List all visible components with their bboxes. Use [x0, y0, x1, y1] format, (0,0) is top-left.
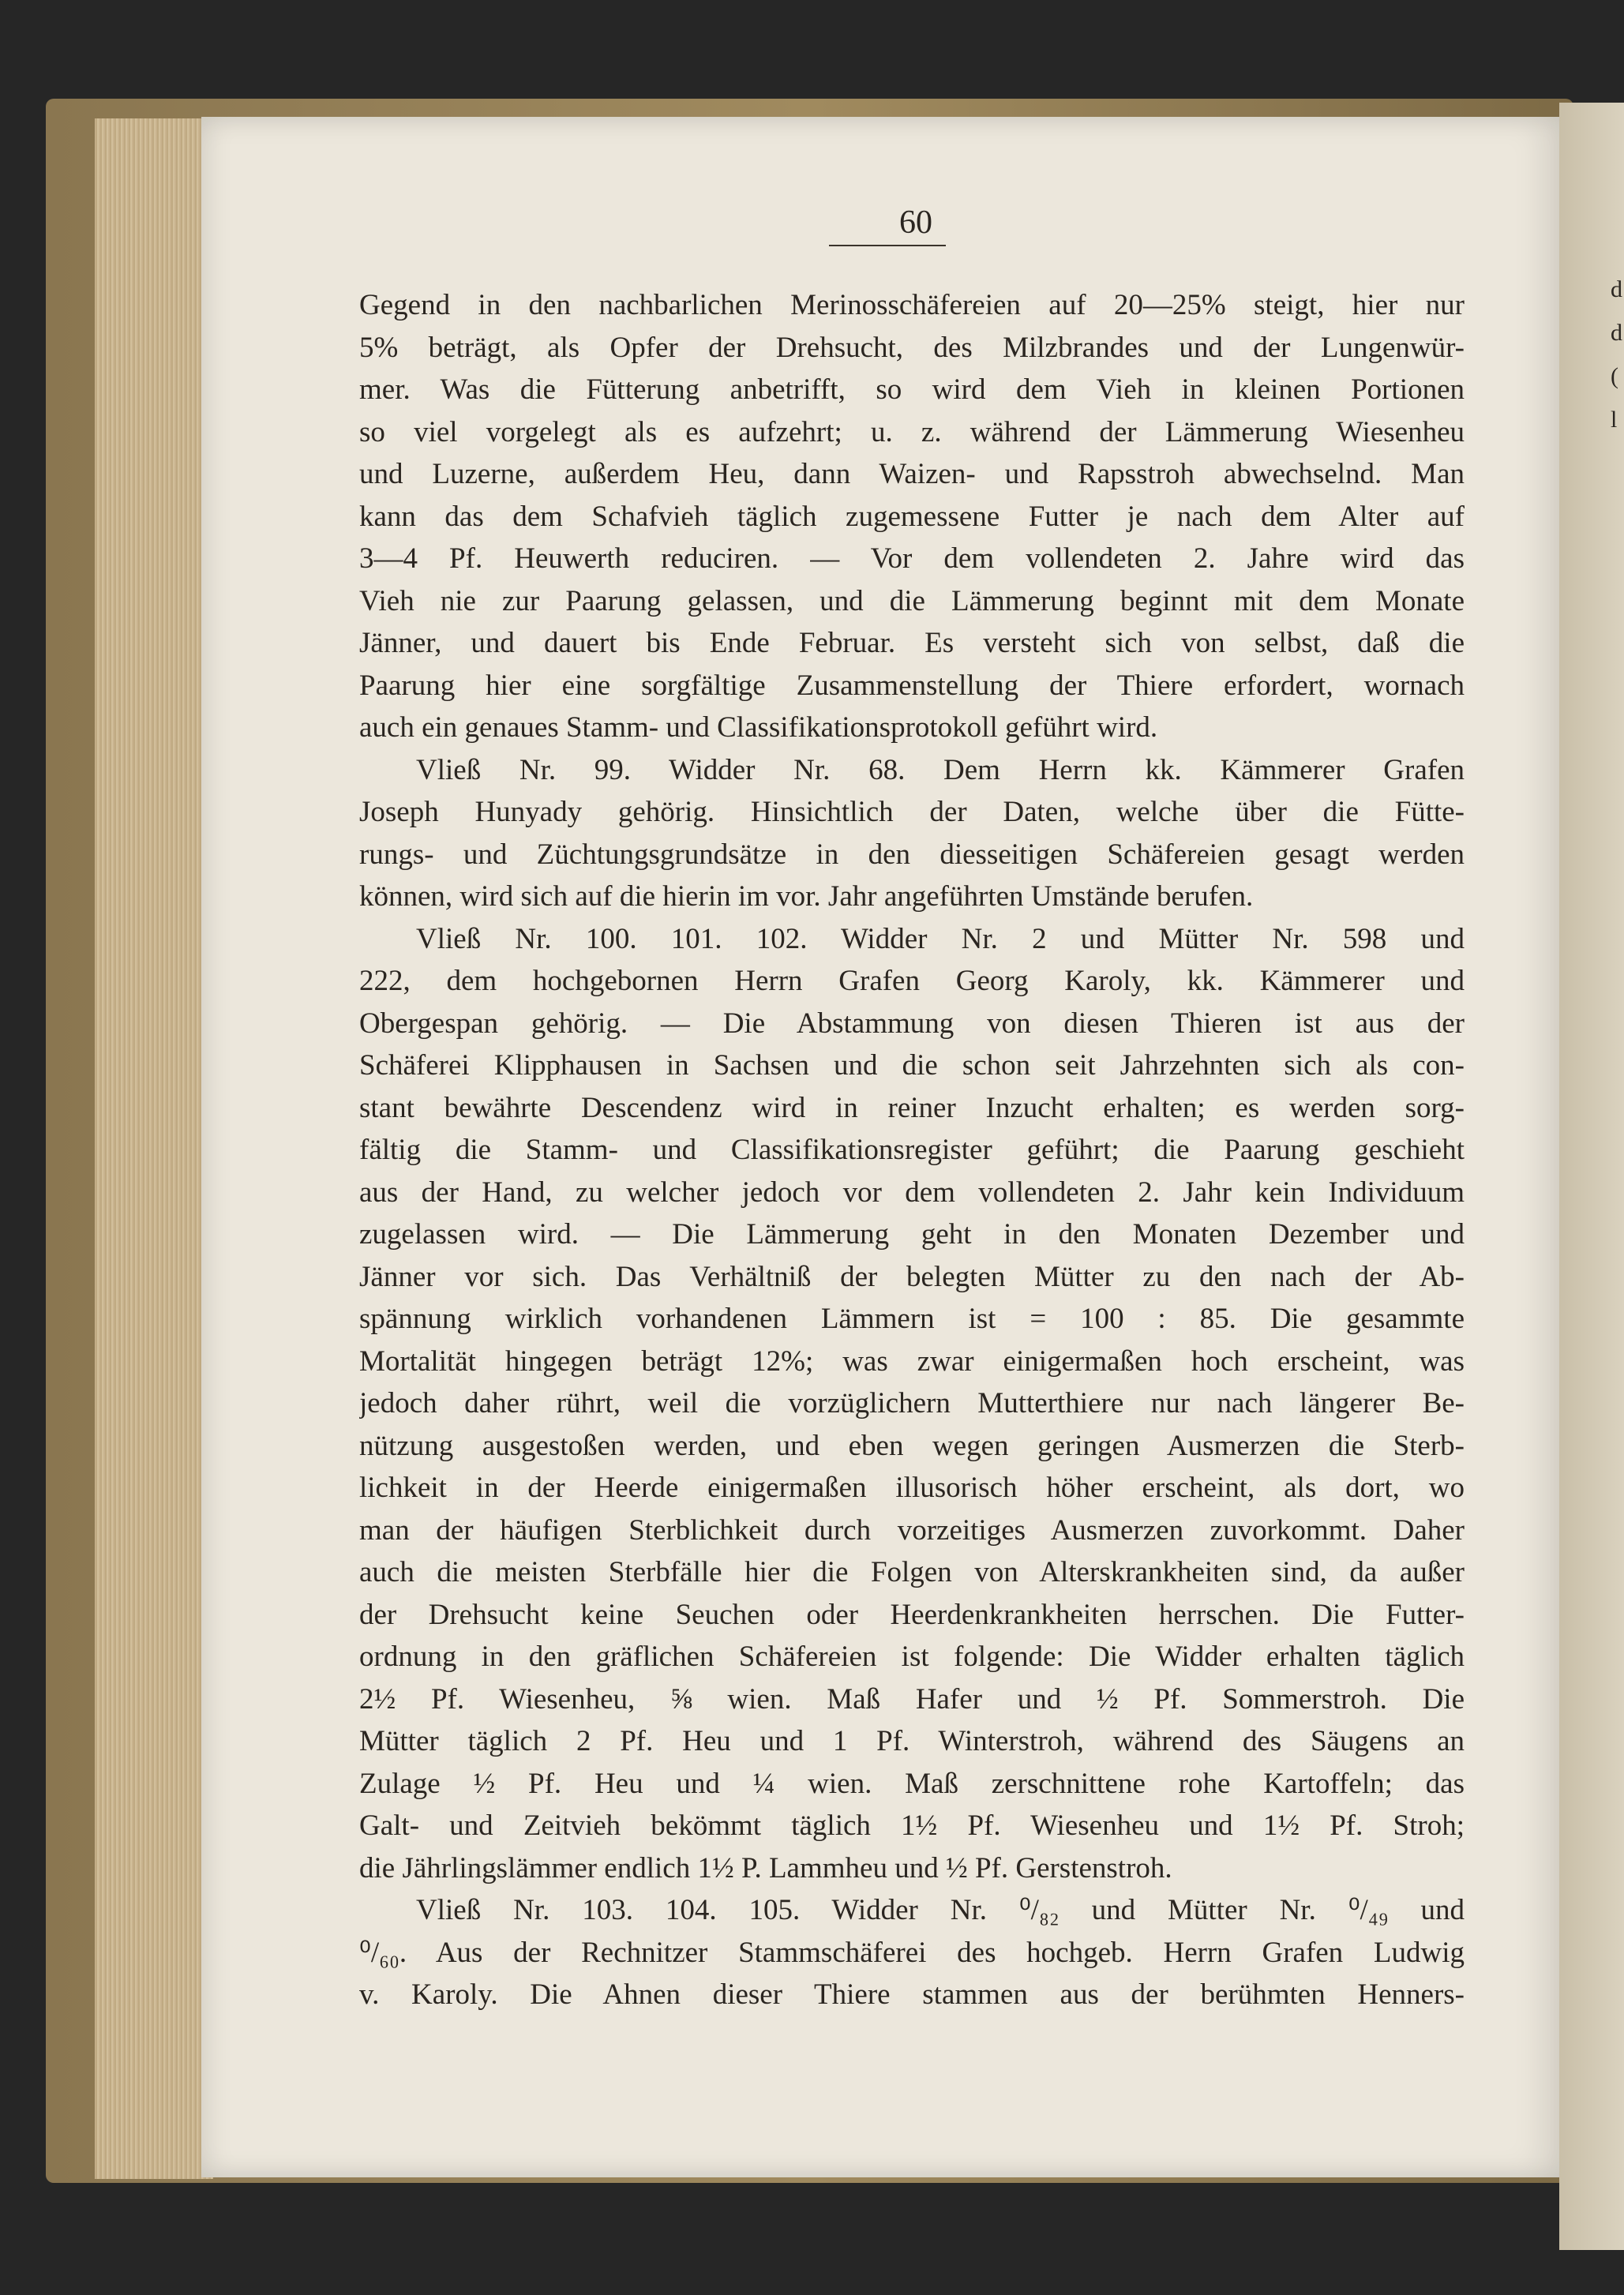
text-line: Obergespan gehörig. — Die Abstammung von diesen Thieren ist aus der [359, 1007, 1465, 1040]
text-line: auch die meisten Sterbfälle hier die Folgen von Alterskrankheiten sind, da außer [359, 1556, 1465, 1588]
text-line: aus der Hand, zu welcher jedoch vor dem vollendeten 2. Jahr kein Individuum [359, 1176, 1465, 1209]
text-line: so viel vorgelegt als es aufzehrt; u. z. während der Lämmerung Wiesenheu [359, 415, 1465, 448]
text-line: Mütter täglich 2 Pf. Heu und 1 Pf. Winterstroh, während des Säugens an [359, 1725, 1465, 1757]
text-line: können, wird sich auf die hierin im vor. Jahr angeführten Umstände berufen. [359, 880, 1254, 913]
text-line: Jänner vor sich. Das Verhältniß der belegten Mütter zu den nach der Ab- [359, 1260, 1465, 1293]
text-line: Vieh nie zur Paarung gelassen, und die Lämmerung beginnt mit dem Monate [359, 584, 1465, 617]
text-line: nützung ausgestoßen werden, und eben wegen geringen Ausmerzen die Sterb- [359, 1429, 1465, 1462]
text-line: zugelassen wird. — Die Lämmerung geht in den Monaten Dezember und [359, 1218, 1465, 1251]
text-line: lichkeit in der Heerde einigermaßen illusorisch höher erscheint, als dort, wo [359, 1472, 1465, 1504]
paragraph-start-line: Vließ Nr. 103. 104. 105. Widder Nr. ⁰/₈₂ und Mütter Nr. ⁰/₄₉ und [416, 1894, 1465, 1926]
facing-page-fragment: d [1611, 276, 1622, 302]
paragraph-start-line: Vließ Nr. 99. Widder Nr. 68. Dem Herrn kk. Kämmerer Grafen [416, 753, 1465, 786]
text-line: Mortalität hingegen beträgt 12%; was zwar einigermaßen hoch erscheint, was [359, 1344, 1465, 1378]
text-line: rungs- und Züchtungsgrundsätze in den diesseitigen Schäfereien gesagt werden [359, 838, 1465, 871]
text-line: Zulage ½ Pf. Heu und ¼ wien. Maß zerschnittene rohe Kartoffeln; das [359, 1767, 1465, 1800]
text-line: Paarung hier eine sorgfältige Zusammenstellung der Thiere erfordert, wornach [359, 669, 1465, 702]
page-number: 60 [899, 204, 932, 241]
text-line: mer. Was die Fütterung anbetrifft, so wird dem Vieh in kleinen Portionen [359, 373, 1465, 406]
page-edge-stack [95, 118, 213, 2179]
text-line: 3—4 Pf. Heuwerth reduciren. — Vor dem vollendeten 2. Jahre wird das [359, 542, 1465, 575]
text-line: Joseph Hunyady gehörig. Hinsichtlich der Daten, welche über die Fütte- [359, 796, 1465, 828]
text-line: 5% beträgt, als Opfer der Drehsucht, des Milzbrandes und der Lungenwür- [359, 331, 1465, 364]
paragraph-start-line: Vließ Nr. 100. 101. 102. Widder Nr. 2 und Mütter Nr. 598 und [416, 922, 1465, 955]
text-line: auch ein genaues Stamm- und Classifikationsprotokoll geführt wird. [359, 711, 1158, 744]
text-line: und Luzerne, außerdem Heu, dann Waizen- und Rapsstroh abwechselnd. Man [359, 458, 1465, 490]
text-line: stant bewährte Descendenz wird in reiner Inzucht erhalten; es werden sorg- [359, 1091, 1465, 1124]
text-line: Gegend in den nachbarlichen Merinosschäfereien auf 20—25% steigt, hier nur [359, 289, 1465, 321]
text-line: fältig die Stamm- und Classifikationsregister geführt; die Paarung geschieht [359, 1134, 1465, 1166]
body-text [359, 284, 1465, 2016]
header-rule [829, 245, 946, 246]
text-line: spännung wirklich vorhandenen Lämmern ist = 100 : 85. Die gesammte [359, 1303, 1465, 1335]
text-line: Galt- und Zeitvieh bekömmt täglich 1½ Pf. Wiesenheu und 1½ Pf. Stroh; [359, 1809, 1465, 1842]
text-line: 2½ Pf. Wiesenheu, ⅝ wien. Maß Hafer und ½ Pf. Sommerstroh. Die [359, 1682, 1465, 1716]
text-line: ordnung in den gräflichen Schäfereien ist folgende: Die Widder erhalten täglich [359, 1641, 1465, 1673]
text-line: 222, dem hochgebornen Herrn Grafen Georg Karoly, kk. Kämmerer und [359, 965, 1465, 997]
text-line: der Drehsucht keine Seuchen oder Heerdenkrankheiten herrschen. Die Futter- [359, 1598, 1465, 1631]
text-line: v. Karoly. Die Ahnen dieser Thiere stammen aus der berühmten Henners- [359, 1978, 1465, 2011]
text-line: ⁰/₆₀. Aus der Rechnitzer Stammschäferei des hochgeb. Herrn Grafen Ludwig [359, 1936, 1465, 1969]
text-line: jedoch daher rührt, weil die vorzüglichern Mutterthiere nur nach längerer Be- [359, 1387, 1465, 1419]
text-line: Schäferei Klipphausen in Sachsen und die schon seit Jahrzehnten sich als con- [359, 1049, 1465, 1082]
text-line: die Jährlingslämmer endlich 1½ P. Lammheu und ½ Pf. Gerstenstroh. [359, 1851, 1172, 1884]
facing-page-fragment: d [1611, 320, 1622, 346]
text-line: man der häufigen Sterblichkeit durch vorzeitiges Ausmerzen zuvorkommt. Daher [359, 1513, 1465, 1547]
facing-page-fragment: ( [1611, 363, 1618, 389]
facing-page-fragment: l [1611, 407, 1618, 433]
text-line: kann das dem Schafvieh täglich zugemessene Futter je nach dem Alter auf [359, 500, 1465, 533]
text-line: Jänner, und dauert bis Ende Februar. Es versteht sich von selbst, daß die [359, 627, 1465, 659]
